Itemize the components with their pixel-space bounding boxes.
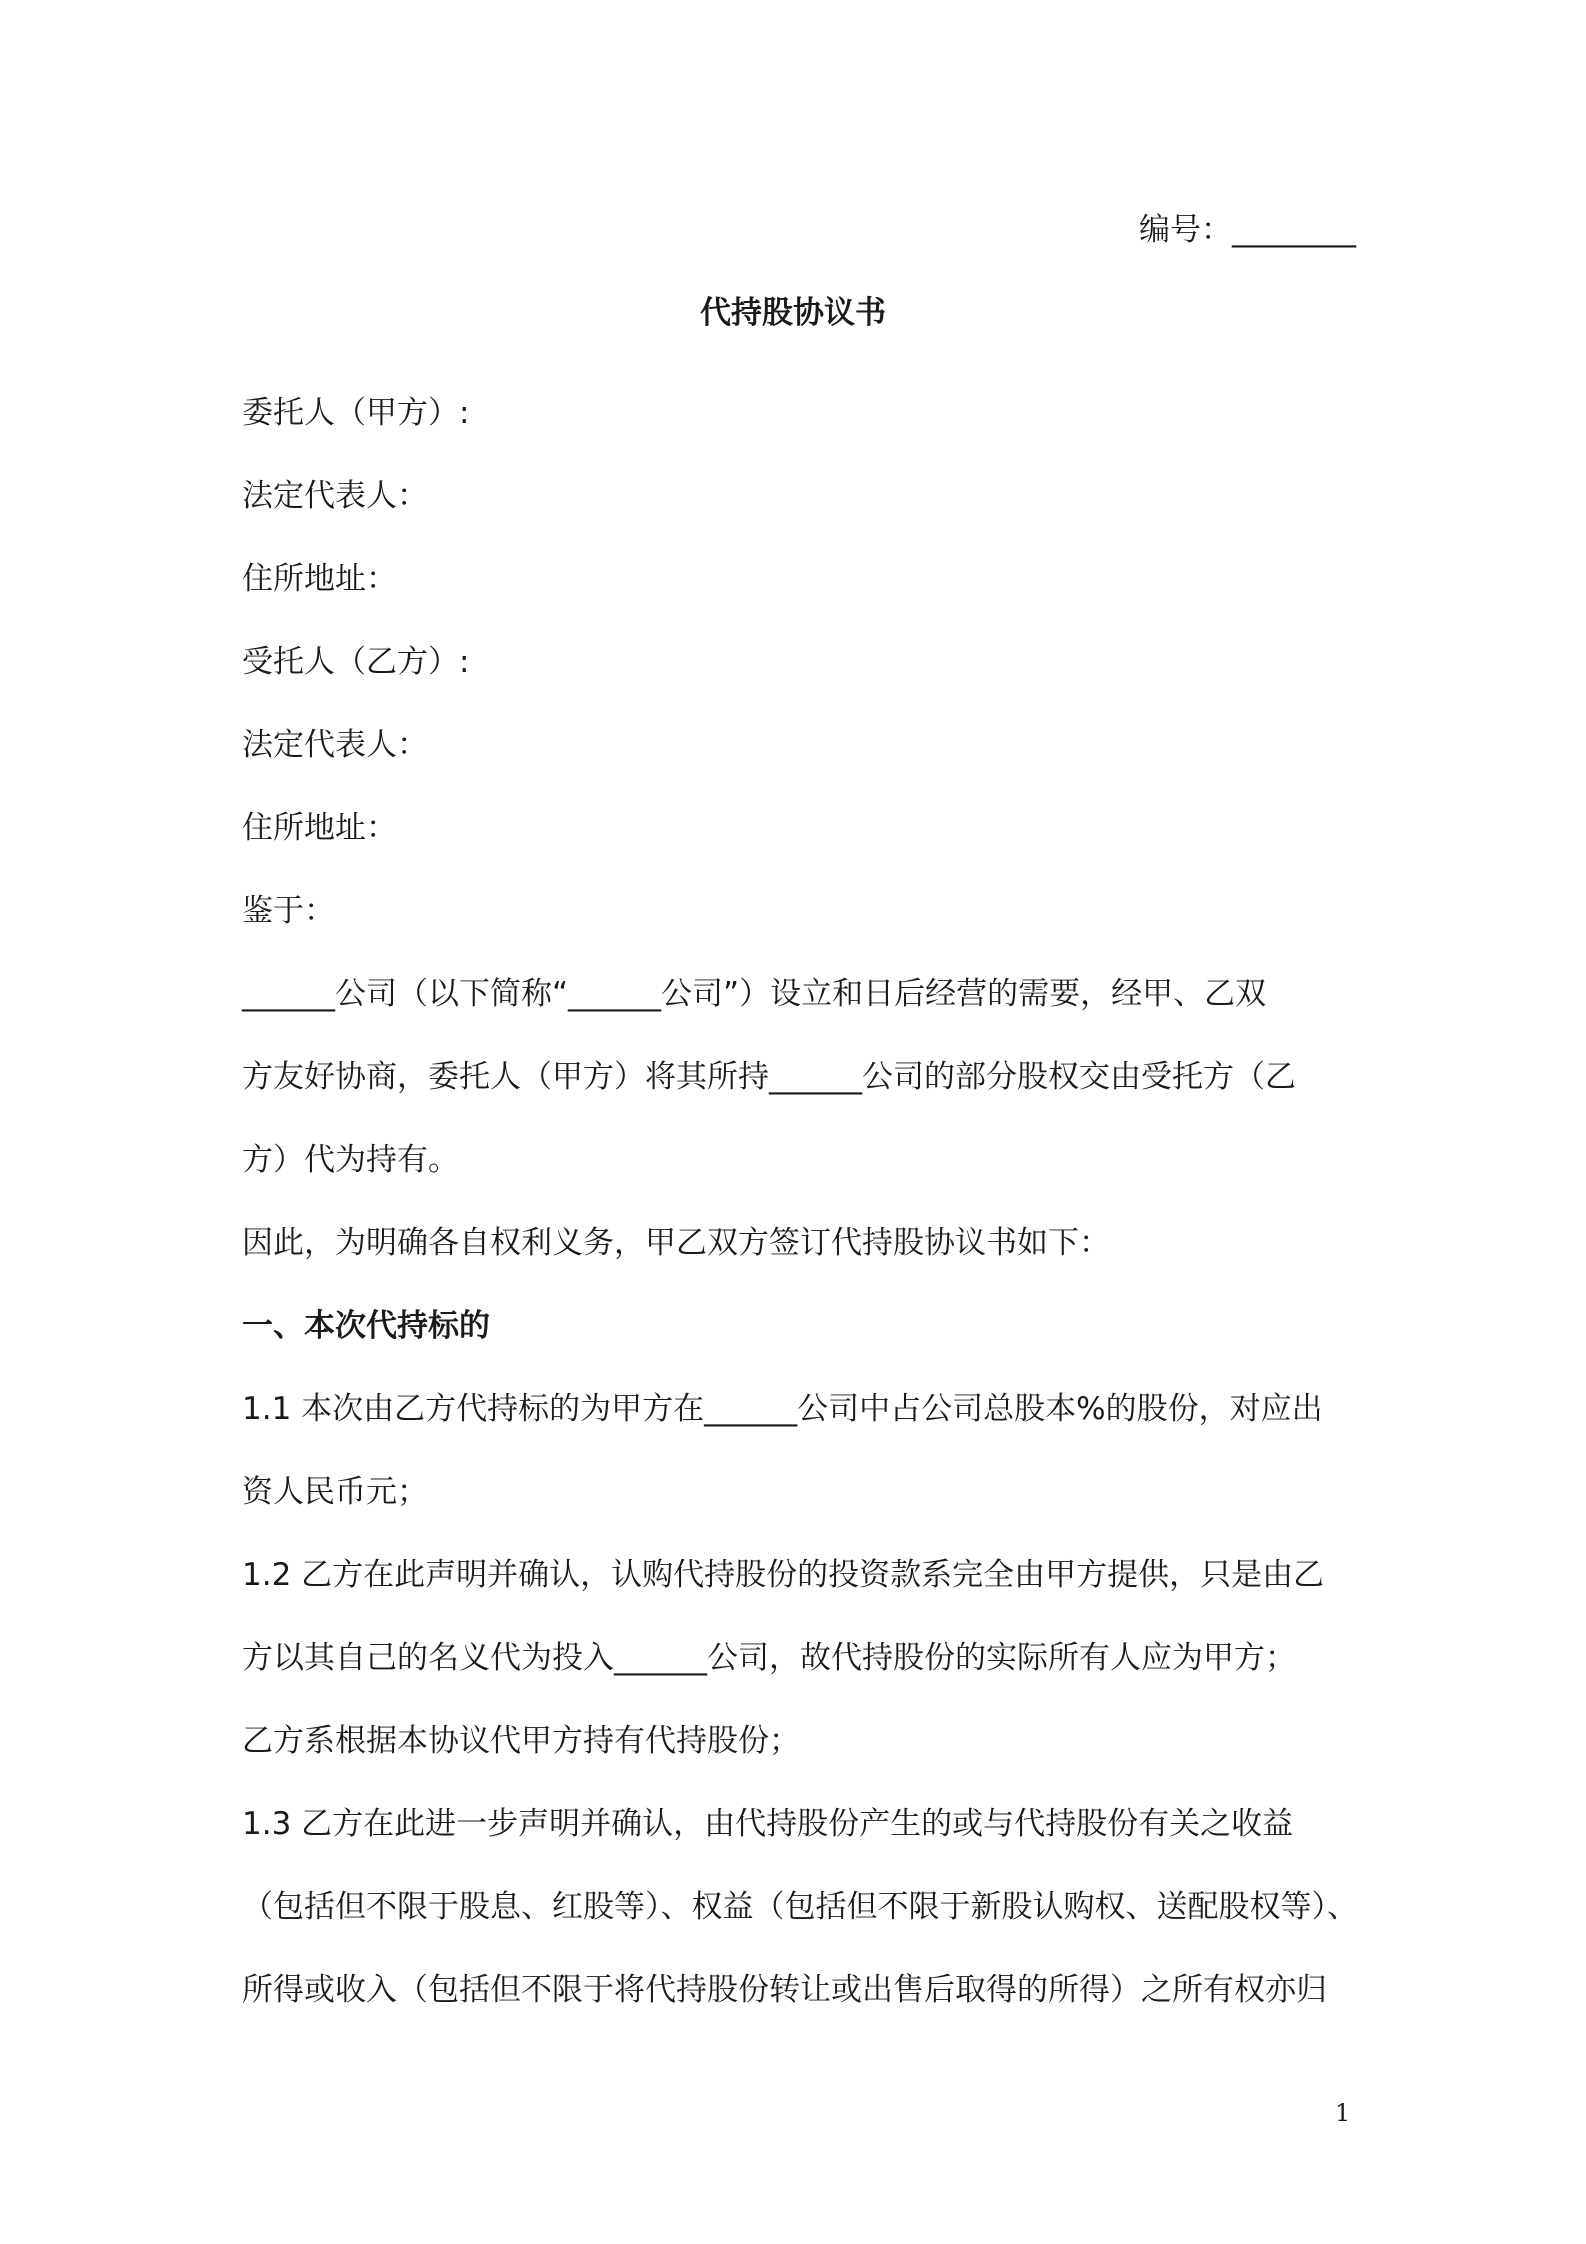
party-b-address: 住所地址： xyxy=(242,810,397,846)
clause-1-1-line: 资人民币元； xyxy=(242,1474,428,1510)
recital-line: 方友好协商，委托人（甲方）将其所持______公司的部分股权交由受托方（乙 xyxy=(242,1059,1296,1095)
clause-1-3-line: 1.3 乙方在此进一步声明并确认，由代持股份产生的或与代持股份有关之收益 xyxy=(242,1806,1294,1842)
document-title: 代持股协议书 xyxy=(700,295,886,331)
clause-1-3-line: 所得或收入（包括但不限于将代持股份转让或出售后取得的所得）之所有权亦归 xyxy=(242,1972,1327,2008)
party-b-label: 受托人（乙方）: xyxy=(242,644,470,680)
document-body xyxy=(242,372,1362,2032)
party-a-address: 住所地址： xyxy=(242,561,397,597)
clause-1-3-line: （包括但不限于股息、红股等）、权益（包括但不限于新股认购权、送配股权等）、 xyxy=(242,1889,1358,1925)
therefore-statement: 因此，为明确各自权利义务，甲乙双方签订代持股协议书如下： xyxy=(242,1225,1110,1261)
clause-1-2-line: 方以其自己的名义代为投入______公司，故代持股份的实际所有人应为甲方； xyxy=(242,1640,1296,1676)
clause-1-2-line: 乙方系根据本协议代甲方持有代持股份； xyxy=(242,1723,800,1759)
section-1-heading: 一、本次代持标的 xyxy=(242,1308,490,1344)
clause-1-1-line: 1.1 本次由乙方代持标的为甲方在______公司中占公司总股本%的股份，对应出 xyxy=(242,1391,1323,1427)
whereas-label: 鉴于： xyxy=(242,893,335,929)
page-number: 1 xyxy=(1335,2099,1351,2127)
recital-line: ______公司（以下简称“______公司”）设立和日后经营的需要，经甲、乙双 xyxy=(242,976,1267,1012)
document-number: 编号：________ xyxy=(1139,212,1356,248)
party-b-representative: 法定代表人： xyxy=(242,727,428,763)
recital-line: 方）代为持有。 xyxy=(242,1142,459,1178)
clause-1-2-line: 1.2 乙方在此声明并确认，认购代持股份的投资款系完全由甲方提供，只是由乙 xyxy=(242,1557,1325,1593)
party-a-label: 委托人（甲方）: xyxy=(242,395,470,431)
party-a-representative: 法定代表人： xyxy=(242,478,428,514)
